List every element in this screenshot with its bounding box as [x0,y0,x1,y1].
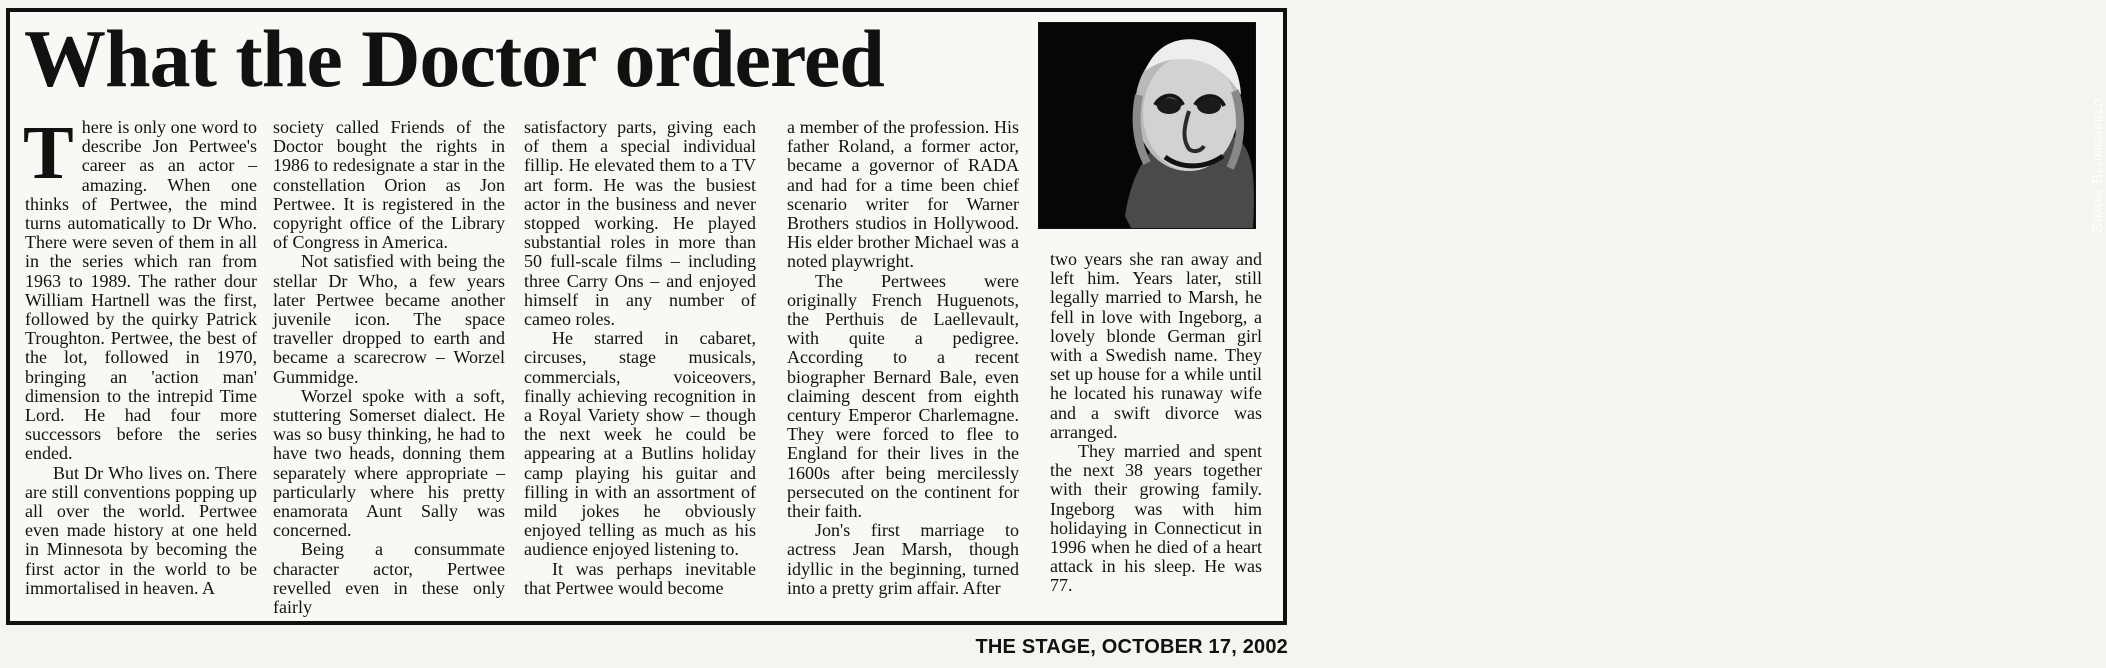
article-column-5 [1050,250,1262,596]
paragraph: Jon's first marriage to actress Jean Marsh, though idyllic in the beginning, turned into a pretty grim affair. After [787,520,1019,598]
publication-credit: THE STAGE, OCTOBER 17, 2002 [975,636,1288,658]
headline: What the Doctor ordered [24,13,884,104]
paragraph: satisfactory parts, giving each of them a special individual fillip. He elevated them to a TV art form. He was the busiest actor in the business and never stopped working. He played substantial roles in more than 50 full-scale films – including three Carry Ons – and enjoyed himself in any number of cameo roles. [524,117,756,330]
drop-cap: T [23,111,74,195]
paragraph: But Dr Who lives on. There are still conventions popping up all over the world. Pertwee even made history at one held in Minnesota by becoming the first actor in the world to be immortalised in heaven. A [25,462,257,598]
paragraph: They married and spent the next 38 years together with their growing family. Ingeborg was with him holidaying in Connecticut in 1996 when he died of a heart attack in his sleep. He was 77. [1050,441,1262,596]
paragraph: He starred in cabaret, circuses, stage musicals, commercials, voiceovers, finally achieving recognition in a Royal Variety show – though the next week he could be appearing at a Butlins holiday camp playing his guitar and filling in with an assortment of mild jokes he obviously enjoyed telling as much as his audience enjoyed listening to. [524,328,756,560]
paragraph: two years she ran away and left him. Years later, still legally married to Marsh, he fell in love with Ingeborg, a lovely blonde German girl with a Swedish name. They set up house for a while until he located his runaway wife and a swift divorce was arranged. [1050,249,1262,442]
photo-credit: Simon Blumenfeld [2089,97,2106,233]
paragraph-text: here is only one word to describe Jon Pertwee's career as an actor – amazing. When one thinks of Pertwee, the mind turns automatically to Dr Who. There were seven of them in all in the series which ran from 1963 to 1989. The rather dour William Hartnell was the first, followed by the quirky Patrick Troughton. Pertwee, the best of the lot, followed in 1970, bringing an 'action man' dimension to the intrepid Time Lord. He had four more successors before the series ended. [25,117,257,464]
paragraph: Not satisfied with being the stellar Dr Who, a few years later Pertwee became another juvenile icon. The space traveller dropped to earth and became a scarecrow – Worzel Gummidge. [273,251,505,387]
paragraph: society called Friends of the Doctor bought the rights in 1986 to redesignate a star in the constellation Orion as Jon Pertwee. It is registered in the copyright office of the Library of Congress in America. [273,117,505,253]
article-column-1 [23,111,257,598]
paragraph: The Pertwees were originally French Huguenots, the Perthuis de Laellevault, with quite a pedigree. According to a recent biographer Bernard Bale, even claiming descent from eighth century Emperor Charlemagne. They were forced to flee to England for their lives in the 1600s after being mercilessly persecuted on the continent for their faith. [787,270,1019,522]
article-column-4 [787,118,1019,598]
paragraph: a member of the profession. His father Roland, a former actor, became a governor of RADA and had for a time been chief scenario writer for Warner Brothers studios in Hollywood. His elder brother Michael was a noted playwright. [787,117,1019,272]
paragraph [23,111,257,464]
paragraph: It was perhaps inevitable that Pertwee would become [524,558,756,598]
article-column-2 [273,118,505,617]
paragraph: Worzel spoke with a soft, stuttering Somerset dialect. He was so busy thinking, he had to have two heads, donning them separately where appropriate – particularly where his pretty enamorata Aunt Sally was concerned. [273,385,505,541]
article-column-3 [524,118,756,598]
portrait-photo [1038,22,2106,233]
paragraph: Being a consummate character actor, Pertwee revelled even in these only fairly [273,539,505,618]
portrait-image [1039,23,1255,228]
